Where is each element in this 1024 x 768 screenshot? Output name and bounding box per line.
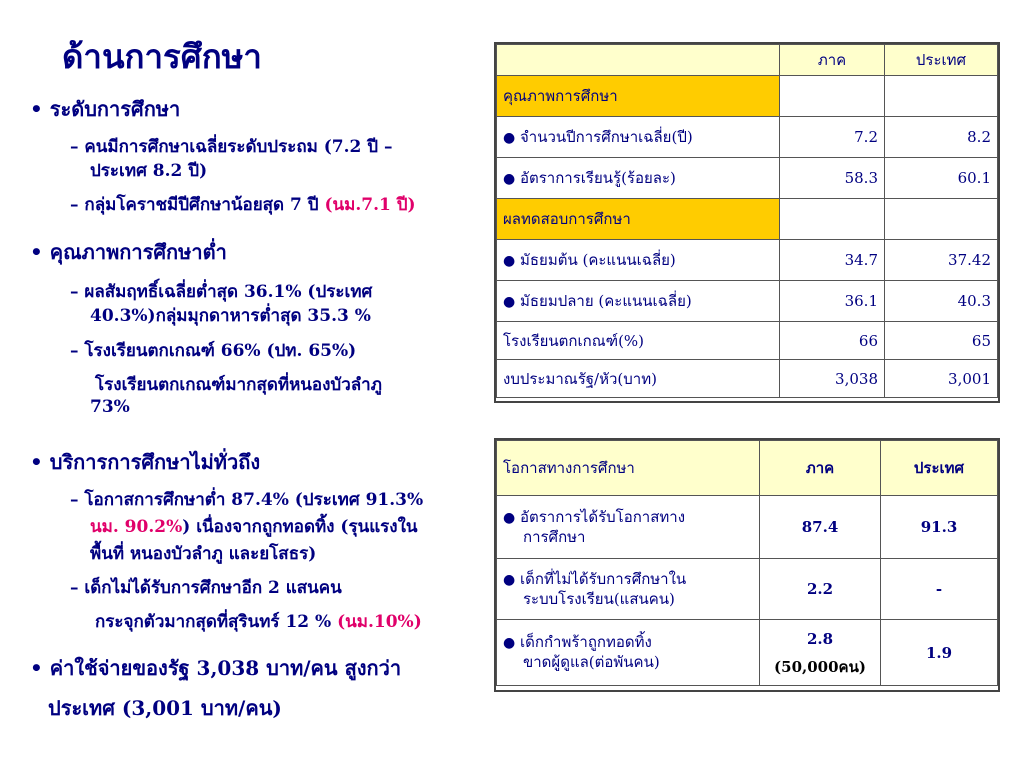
text-achievement: – ผลสัมฤทธิ์เฉลี่ยต่ำสุด 36.1% (ประเทศ	[70, 282, 373, 302]
text-surin-main: กระจุกตัวมากสุดที่สุรินทร์ 12 %	[95, 612, 332, 632]
table-cell-label	[497, 281, 780, 322]
row-label: อัตราการเรียนรู้(ร้อยละ)	[520, 169, 676, 187]
table-cell-label	[497, 496, 760, 559]
table-cell-label	[497, 117, 780, 158]
text-out-of-school: – เด็กไม่ได้รับการศึกษาอีก 2 แสนคน	[70, 578, 342, 598]
bullet-low-quality: • คุณภาพการศึกษาต่ำ	[30, 240, 227, 264]
text-avg-education: – คนมีการศึกษาเฉลี่ยระดับประถม (7.2 ปี –	[70, 137, 393, 157]
text-failing-most-cont: 73%	[90, 397, 130, 417]
table-cell-region: 66	[780, 322, 885, 360]
table2-header-row	[497, 441, 998, 496]
bullet-dot-icon: ●	[503, 509, 516, 526]
table-education-quality	[496, 44, 998, 398]
table-cell-country: 40.3	[885, 281, 998, 322]
table-row	[497, 76, 998, 117]
table-cell-region: 7.2	[780, 117, 885, 158]
table-cell-region: 34.7	[780, 240, 885, 281]
table-cell-country: 65	[885, 322, 998, 360]
table2-header-label: โอกาสทางการศึกษา	[497, 441, 760, 496]
text-surin	[95, 608, 422, 635]
table1-header-label	[497, 45, 780, 76]
table-cell	[885, 199, 998, 240]
bullet-dot-icon: ●	[503, 253, 516, 269]
table-row	[497, 559, 998, 620]
row-label: จำนวนปีการศึกษาเฉลี่ย(ปี)	[520, 128, 693, 146]
table-row	[497, 281, 998, 322]
table-cell-label	[497, 158, 780, 199]
row-label: อัตราการได้รับโอกาสทาง	[520, 507, 686, 526]
table1-header-region: ภาค	[780, 45, 885, 76]
row-label-cont: การศึกษา	[523, 527, 586, 546]
table-cell-region: 87.4	[760, 496, 881, 559]
table-row	[497, 360, 998, 398]
table1-header-country: ประเทศ	[885, 45, 998, 76]
table2-header-country: ประเทศ	[881, 441, 998, 496]
table-cell-region: 36.1	[780, 281, 885, 322]
text-opportunity: – โอกาสการศึกษาต่ำ 87.4% (ประเทศ 91.3%	[70, 490, 424, 510]
table-cell-region: 3,038	[780, 360, 885, 398]
table-cell-label	[497, 620, 760, 686]
table-cell-country: 8.2	[885, 117, 998, 158]
table-cell-country: -	[881, 559, 998, 620]
text-korat-highlight: (นม.7.1 ปี)	[324, 195, 416, 215]
cell-value-sub: (50,000คน)	[774, 657, 866, 676]
table-row	[497, 158, 998, 199]
page-title: ด้านการศึกษา	[62, 37, 262, 76]
row-label: เด็กที่ไม่ได้รับการศึกษาใน	[520, 569, 687, 588]
text-failing-schools: – โรงเรียนตกเกณฑ์ 66% (ปท. 65%)	[70, 341, 357, 361]
text-achievement-cont: 40.3%)กลุ่มมุกดาหารต่ำสุด 35.3 %	[90, 306, 371, 326]
table1-section-test: ผลทดสอบการศึกษา	[497, 199, 780, 240]
table-cell-country: 3,001	[885, 360, 998, 398]
table-cell-region: 2.2	[760, 559, 881, 620]
text-failing-most: โรงเรียนตกเกณฑ์มากสุดที่หนองบัวลำภู	[95, 375, 382, 395]
text-korat-group-main: – กลุ่มโคราชมีปีศึกษาน้อยสุด 7 ปี	[70, 195, 319, 215]
row-label: มัธยมต้น (คะแนนเฉลี่ย)	[520, 251, 676, 269]
table1-section-quality: คุณภาพการศึกษา	[497, 76, 780, 117]
text-surin-highlight: (นม.10%)	[337, 612, 422, 632]
table-cell	[780, 76, 885, 117]
bullet-state-expense: • ค่าใช้จ่ายของรัฐ 3,038 บาท/คน สูงกว่า	[30, 656, 402, 680]
table-cell-region	[760, 620, 881, 686]
table-row	[497, 117, 998, 158]
table-cell-country: 91.3	[881, 496, 998, 559]
table1-header-row	[497, 45, 998, 76]
table-row	[497, 496, 998, 559]
text-state-expense-cont: ประเทศ (3,001 บาท/คน)	[48, 696, 282, 720]
table-cell-label	[497, 559, 760, 620]
row-label-cont: ขาดผู้ดูแล(ต่อพันคน)	[523, 653, 660, 671]
table-cell	[885, 76, 998, 117]
table-row	[497, 240, 998, 281]
table-cell	[780, 199, 885, 240]
bullet-education-level: • ระดับการศึกษา	[30, 97, 181, 121]
table-row	[497, 199, 998, 240]
bullet-dot-icon: ●	[503, 294, 516, 310]
text-opportunity-cont	[90, 513, 418, 540]
table-cell-country: 37.42	[885, 240, 998, 281]
text-avg-education-cont: ประเทศ 8.2 ปี)	[90, 161, 208, 181]
bullet-dot-icon: ●	[503, 635, 516, 651]
table-education-opportunity	[496, 440, 998, 686]
table-row	[497, 620, 998, 686]
text-opportunity-area: พื้นที่ หนองบัวลำภู และยโสธร)	[90, 544, 317, 564]
bullet-dot-icon: ●	[503, 171, 516, 187]
bullet-service-access: • บริการการศึกษาไม่ทั่วถึง	[30, 450, 261, 474]
cell-value: 2.8	[806, 629, 834, 648]
table-cell-region: 58.3	[780, 158, 885, 199]
row-label: มัธยมปลาย (คะแนนเฉลี่ย)	[520, 292, 692, 310]
table-cell-label: งบประมาณรัฐ/หัว(บาท)	[497, 360, 780, 398]
text-opportunity-highlight: นม. 90.2%	[90, 517, 183, 537]
table-cell-label: โรงเรียนตกเกณฑ์(%)	[497, 322, 780, 360]
bullet-dot-icon: ●	[503, 571, 516, 588]
table-cell-country: 1.9	[881, 620, 998, 686]
text-korat-group	[70, 191, 416, 218]
table2-header-region: ภาค	[760, 441, 881, 496]
text-opportunity-reason: ) เนื่องจากถูกทอดทิ้ง (รุนแรงใน	[182, 517, 418, 537]
table-cell-label	[497, 240, 780, 281]
row-label-cont: ระบบโรงเรียน(แสนคน)	[523, 589, 675, 608]
bullet-dot-icon: ●	[503, 130, 516, 146]
table-cell-country: 60.1	[885, 158, 998, 199]
table-row	[497, 322, 998, 360]
row-label: เด็กกำพร้าถูกทอดทิ้ง	[520, 633, 652, 651]
